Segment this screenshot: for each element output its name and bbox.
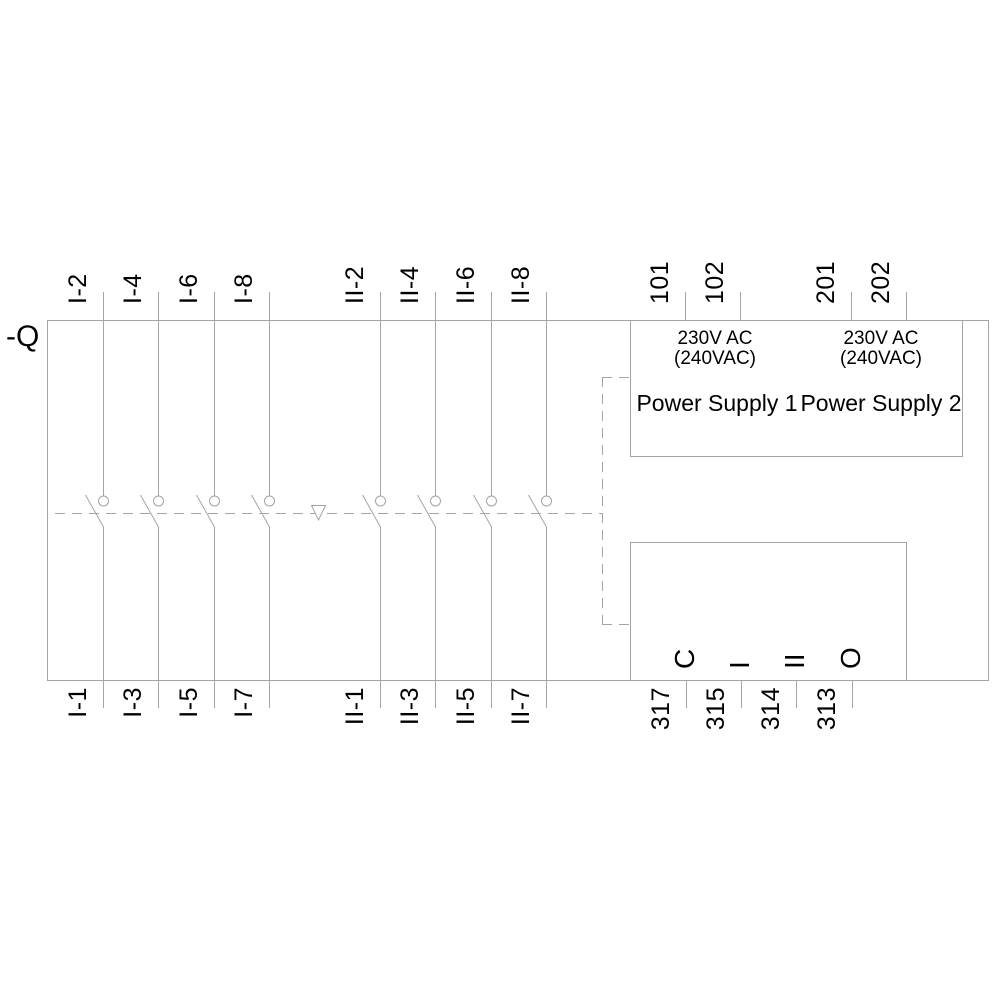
terminal-line-102 — [740, 292, 741, 320]
terminal-line-II-3 — [435, 527, 436, 708]
terminal-line-I-7 — [269, 527, 270, 708]
terminal-line-201 — [851, 292, 852, 320]
power-supply-2-voltage: 230V AC (240VAC) — [839, 328, 923, 369]
terminal-line-I-4 — [158, 292, 159, 496]
position-symbol-II: II — [779, 653, 810, 669]
terminal-line-101 — [685, 292, 686, 320]
terminal-label-II-4: II-4 — [396, 265, 424, 304]
position-symbol-O: O — [835, 647, 866, 669]
terminal-line-II-2 — [380, 292, 381, 496]
coupling-link-to-power-box — [602, 377, 630, 378]
terminal-label-313: 313 — [813, 687, 841, 731]
terminal-line-I-1 — [103, 527, 104, 708]
coupling-line-horizontal — [55, 513, 602, 514]
terminal-label-I-7: I-7 — [230, 687, 258, 718]
terminal-label-II-7: II-7 — [507, 687, 535, 726]
terminal-line-I-3 — [158, 527, 159, 708]
terminal-line-I-2 — [103, 292, 104, 496]
power-supply-2-label: Power Supply 2 — [800, 390, 962, 416]
terminal-line-313 — [852, 681, 853, 708]
terminal-label-I-4: I-4 — [119, 273, 147, 304]
terminal-label-317: 317 — [647, 687, 675, 731]
terminal-label-I-1: I-1 — [64, 687, 92, 718]
terminal-label-II-5: II-5 — [452, 687, 480, 726]
terminal-label-202: 202 — [867, 260, 895, 304]
terminal-label-I-8: I-8 — [230, 273, 258, 304]
terminal-label-I-5: I-5 — [175, 687, 203, 718]
position-symbol-I: I — [724, 661, 755, 669]
terminal-line-317 — [686, 681, 687, 708]
terminal-label-314: 314 — [757, 687, 785, 731]
terminal-label-II-1: II-1 — [341, 687, 369, 726]
terminal-label-II-3: II-3 — [396, 687, 424, 726]
terminal-label-I-2: I-2 — [64, 273, 92, 304]
coupling-line-vertical — [602, 377, 603, 625]
terminal-line-II-6 — [491, 292, 492, 496]
terminal-line-II-8 — [546, 292, 547, 496]
terminal-label-102: 102 — [701, 260, 729, 304]
terminal-line-I-6 — [214, 292, 215, 496]
terminal-line-II-5 — [491, 527, 492, 708]
terminal-line-I-8 — [269, 292, 270, 496]
terminal-label-201: 201 — [812, 260, 840, 304]
device-designation: -Q — [6, 320, 40, 353]
position-symbol-C: C — [669, 648, 700, 669]
coupling-link-to-controller-box — [602, 624, 630, 625]
terminal-line-II-4 — [435, 292, 436, 496]
terminal-label-I-3: I-3 — [119, 687, 147, 718]
terminal-line-314 — [796, 681, 797, 708]
terminal-label-II-6: II-6 — [452, 265, 480, 304]
power-supply-1-label: Power Supply 1 — [636, 390, 798, 416]
terminal-line-202 — [906, 292, 907, 320]
terminal-label-101: 101 — [646, 260, 674, 304]
terminal-line-315 — [741, 681, 742, 708]
terminal-line-I-5 — [214, 527, 215, 708]
terminal-label-I-6: I-6 — [175, 273, 203, 304]
terminal-line-II-7 — [546, 527, 547, 708]
terminal-label-II-2: II-2 — [341, 265, 369, 304]
terminal-label-315: 315 — [702, 687, 730, 731]
terminal-line-II-1 — [380, 527, 381, 708]
power-supply-1-voltage: 230V AC (240VAC) — [673, 328, 757, 369]
terminal-label-II-8: II-8 — [507, 265, 535, 304]
